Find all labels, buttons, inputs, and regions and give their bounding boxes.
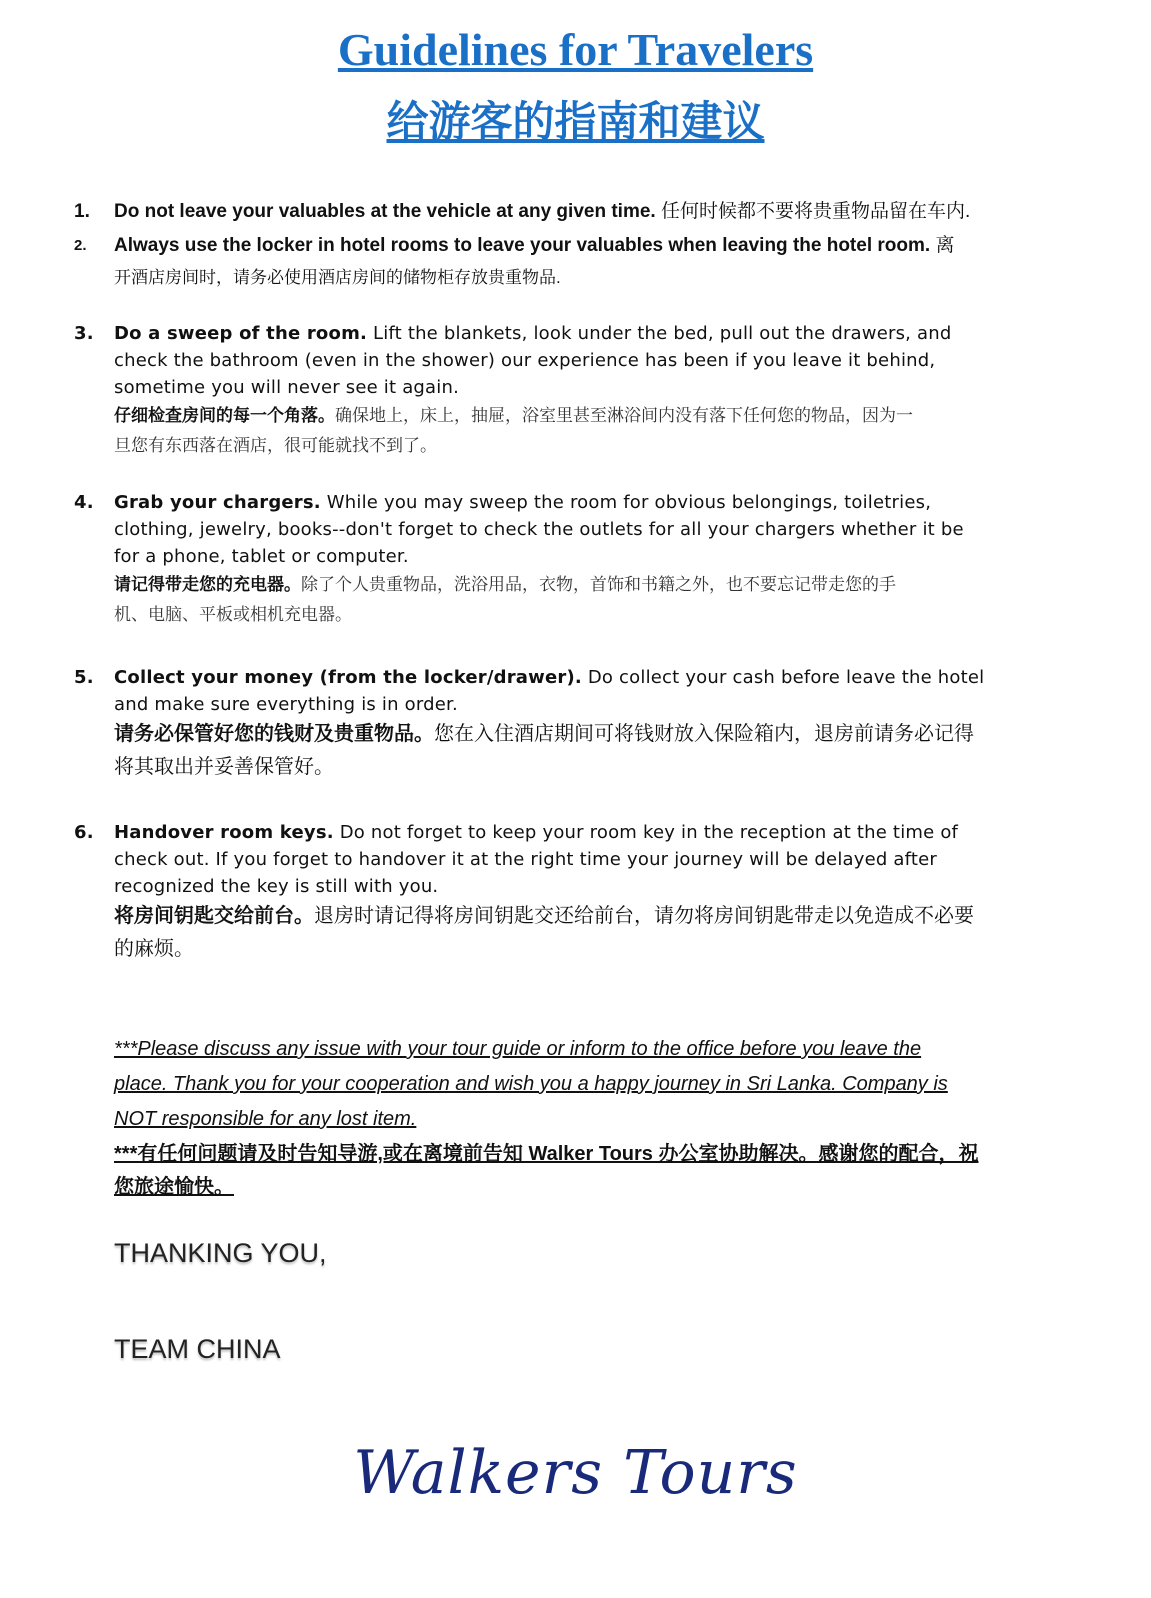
item-number: 1.: [74, 201, 90, 222]
item-text: check the bathroom (even in the shower) our experience has been if you leave it behind,: [114, 350, 936, 371]
signoff-team: TEAM CHINA: [114, 1334, 281, 1364]
disclaimer-notice: [114, 1032, 1084, 1137]
item-text-zh: 机、电脑、平板或相机充电器。: [114, 605, 352, 624]
item-text-zh: 的麻烦。: [114, 938, 194, 960]
item-number: 6.: [74, 822, 94, 843]
guideline-item-2: [74, 229, 1084, 293]
item-text: Do not forget to keep your room key in the reception at the time of: [333, 822, 959, 843]
item-text: Do collect your cash before leave the hotel: [581, 667, 985, 688]
guideline-item-5: [74, 664, 1084, 784]
item-text-zh: 退房时请记得将房间钥匙交还给前台，请勿将房间钥匙带走以免造成不必要: [314, 905, 974, 927]
guideline-item-4: [74, 489, 1084, 630]
item-text-zh: 您在入住酒店期间可将钱财放入保险箱内，退房前请务必记得: [434, 723, 974, 745]
item-number: 4.: [74, 492, 94, 513]
item-heading: Do a sweep of the room.: [114, 323, 368, 344]
item-text: sometime you will never see it again.: [114, 377, 460, 398]
item-text: and make sure everything is in order.: [114, 694, 458, 715]
page-title-chinese: 给游客的指南和建议: [386, 98, 765, 145]
item-text-zh: 确保地上，床上，抽屉，浴室里甚至淋浴间内没有落下任何您的物品，因为一: [335, 406, 913, 425]
item-line: [114, 195, 1084, 229]
guideline-item-6: [74, 819, 1084, 966]
item-text-zh: 除了个人贵重物品，洗浴用品，衣物，首饰和书籍之外，也不要忘记带走您的手: [301, 575, 896, 594]
guideline-item-1: [74, 195, 1084, 229]
notice-line: ***Please discuss any issue with your tour guide or inform to the office before you leave the: [114, 1038, 922, 1060]
item-text: for a phone, tablet or computer.: [114, 546, 409, 567]
item-number: 2.: [74, 237, 87, 254]
item-text-zh: 旦您有东西落在酒店，很可能就找不到了。: [114, 436, 437, 455]
item-heading: Always use the locker in hotel rooms to leave your valuables when leaving the hotel room.: [114, 235, 931, 256]
item-line: [114, 263, 1084, 293]
item-heading-zh: 将房间钥匙交给前台。: [114, 905, 314, 927]
item-line: [114, 229, 1084, 263]
disclaimer-notice-chinese: [114, 1138, 1084, 1204]
notice-line: place. Thank you for your cooperation and wish you a happy journey in Sri Lanka. Company is: [114, 1073, 948, 1095]
notice-line: NOT responsible for any lost item.: [114, 1108, 417, 1130]
item-number: 3.: [74, 323, 94, 344]
notice-line-zh: 您旅途愉快。: [114, 1176, 234, 1198]
item-heading-zh: 仔细检查房间的每一个角落。: [114, 406, 335, 425]
item-text: recognized the key is still with you.: [114, 876, 439, 897]
notice-line-zh: ***有任何问题请及时告知导游,或在离境前告知 Walker Tours 办公室协助解决。感谢您的配合，祝: [114, 1143, 979, 1165]
item-heading: Handover room keys.: [114, 822, 334, 843]
item-text: 开酒店房间时，请务必使用酒店房间的储物柜存放贵重物品.: [114, 268, 561, 287]
item-text: 离: [930, 235, 955, 256]
item-text: Lift the blankets, look under the bed, pull out the drawers, and: [367, 323, 952, 344]
item-number: 5.: [74, 667, 94, 688]
item-text-zh: 将其取出并妥善保管好。: [114, 756, 334, 778]
signoff-thanks: THANKING YOU,: [114, 1238, 327, 1268]
item-text: While you may sweep the room for obvious belongings, toiletries,: [320, 492, 932, 513]
item-heading: Collect your money (from the locker/drawer).: [114, 667, 582, 688]
item-heading-zh: 请记得带走您的充电器。: [114, 575, 301, 594]
item-text: 任何时候都不要将贵重物品留在车内.: [655, 201, 971, 222]
item-text: check out. If you forget to handover it at the right time your journey will be delayed after: [114, 849, 938, 870]
item-heading: Grab your chargers.: [114, 492, 321, 513]
item-heading-zh: 请务必保管好您的钱财及贵重物品。: [114, 723, 434, 745]
walkers-tours-logo: Walkers Tours: [353, 1438, 798, 1508]
item-text: clothing, jewelry, books--don't forget to check the outlets for all your chargers whether it be: [114, 519, 964, 540]
page-title: Guidelines for Travelers: [337, 24, 814, 75]
guideline-item-3: [74, 320, 1084, 461]
item-heading: Do not leave your valuables at the vehicle at any given time.: [114, 201, 656, 222]
